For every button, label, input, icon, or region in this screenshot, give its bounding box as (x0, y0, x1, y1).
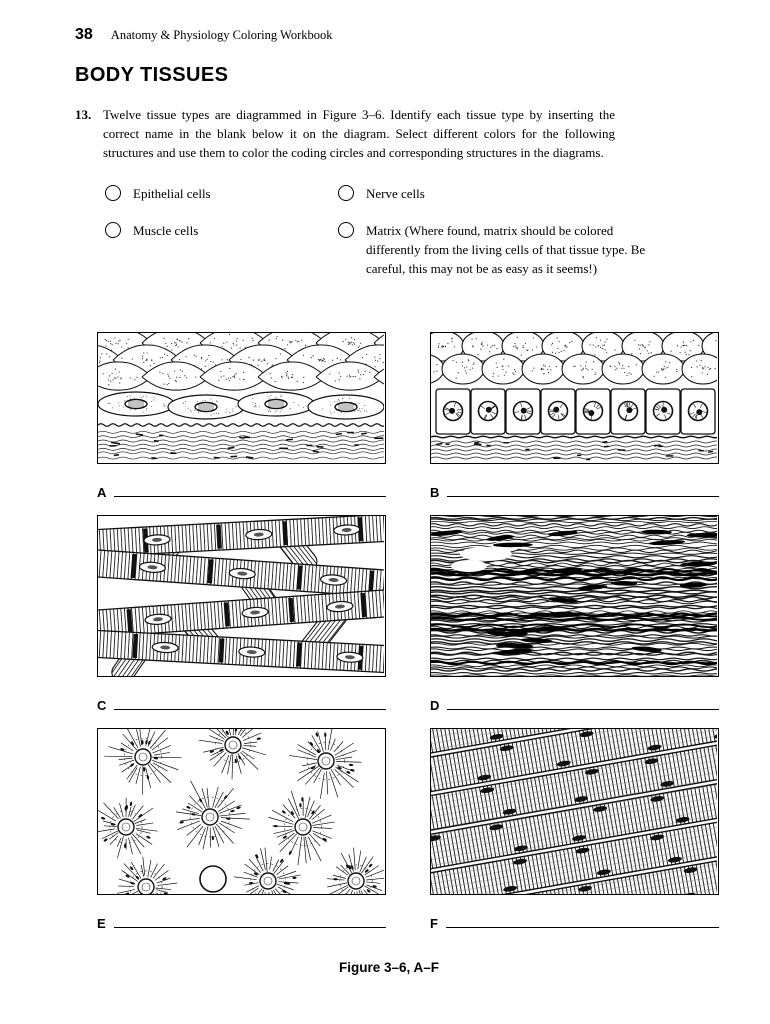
tissue-panel-d (430, 515, 719, 677)
legend-item-muscle (105, 221, 338, 278)
answer-blank-b[interactable] (447, 495, 719, 497)
answer-blank-d[interactable] (447, 708, 719, 710)
answer-blank-a[interactable] (114, 495, 386, 497)
legend-label: Muscle cells (133, 223, 199, 238)
panel-letter-f: F (430, 916, 438, 931)
coding-circle-epithelial[interactable] (105, 185, 121, 201)
page-number: 38 (75, 26, 93, 43)
coding-circle-nerve[interactable] (338, 185, 354, 201)
panel-label-b (430, 484, 719, 499)
tissue-illustration-c (98, 516, 384, 676)
question-text: Twelve tissue types are diagrammed in Figure 3–6. Identify each tissue type by inserting the correct name in the blank below it on the diagram. Select different colors for the following structures and use them to color the coding circles and corresponding structures in the diagrams. (103, 107, 615, 160)
legend-label: Epithelial cells (133, 186, 211, 201)
question-13 (75, 105, 615, 162)
figure-row-3 (97, 728, 717, 946)
tissue-illustration-b (431, 333, 717, 463)
legend-item-matrix (338, 221, 658, 278)
tissue-panel-c (97, 515, 386, 677)
legend-item-nerve (338, 184, 658, 203)
panel-letter-a: A (97, 485, 107, 500)
panel-label-a (97, 484, 386, 499)
legend-label: Matrix (Where found, matrix should be colored differently from the living cells of that tissue type. Be careful, this may not be as easy as it seems!) (366, 223, 646, 276)
coding-circle-muscle[interactable] (105, 222, 121, 238)
answer-blank-c[interactable] (114, 708, 386, 710)
figure-row-1 (97, 332, 717, 515)
legend-item-epithelial (105, 184, 338, 203)
tissue-panel-b (430, 332, 719, 464)
panel-label-e (97, 915, 386, 930)
tissue-panel-f (430, 728, 719, 895)
tissue-illustration-a (98, 333, 384, 463)
panel-label-f (430, 915, 719, 930)
panel-label-d (430, 697, 719, 712)
panel-label-c (97, 697, 386, 712)
answer-blank-f[interactable] (446, 926, 719, 928)
figure-3-6 (97, 332, 717, 975)
panel-letter-b: B (430, 485, 440, 500)
tissue-panel-a (97, 332, 386, 464)
book-title: Anatomy & Physiology Coloring Workbook (110, 28, 333, 42)
question-number: 13. (75, 107, 92, 122)
tissue-illustration-f (431, 729, 717, 894)
color-legend (105, 184, 705, 278)
panel-letter-d: D (430, 698, 440, 713)
panel-letter-e: E (97, 916, 106, 931)
panel-letter-c: C (97, 698, 107, 713)
section-title: BODY TISSUES (75, 64, 229, 86)
tissue-illustration-d (431, 516, 717, 676)
page-header (75, 26, 705, 44)
answer-blank-e[interactable] (114, 926, 386, 928)
legend-label: Nerve cells (366, 186, 425, 201)
tissue-illustration-e (98, 729, 384, 894)
tissue-panel-e (97, 728, 386, 895)
figure-row-2 (97, 515, 717, 728)
coding-circle-matrix[interactable] (338, 222, 354, 238)
figure-caption: Figure 3–6, A–F (338, 960, 440, 975)
